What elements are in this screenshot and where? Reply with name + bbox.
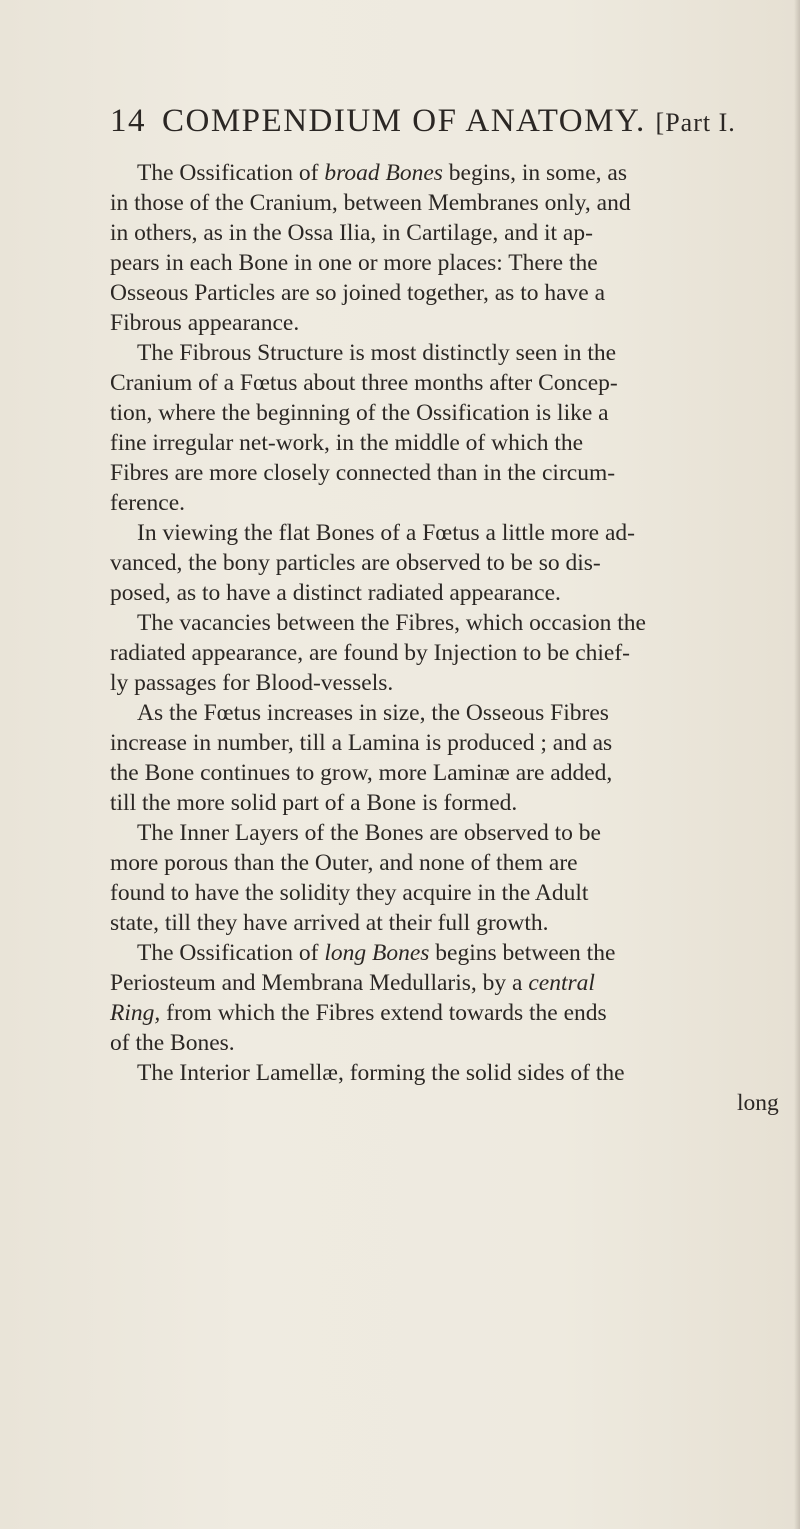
text-run: The Interior Lamellæ, forming the solid sides of the: [137, 1060, 625, 1086]
text-run: begins between the: [429, 940, 616, 966]
text-run: Osseous Particles are so joined together, as to have a: [110, 280, 606, 306]
text-line: [110, 428, 583, 458]
text-run: pears in each Bone in one or more places: There the: [110, 250, 598, 276]
text-run: Cranium of a Fœtus about three months after Concep-: [110, 370, 618, 396]
text-run: in others, as in the Ossa Ilia, in Cartilage, and it ap-: [110, 220, 593, 246]
text-run: increase in number, till a Lamina is produced ; and as: [110, 730, 613, 756]
running-head: [110, 103, 790, 153]
italic-text: Ring,: [110, 1000, 161, 1026]
text-run: The Inner Layers of the Bones are observed to be: [137, 820, 601, 846]
text-line: [110, 548, 601, 578]
text-line: [137, 518, 635, 548]
text-run: long: [737, 1090, 779, 1116]
text-run: Fibres are more closely connected than in the circum-: [110, 460, 616, 486]
text-line: [110, 848, 578, 878]
text-run: more porous than the Outer, and none of them are: [110, 850, 578, 876]
text-run: Fibrous appearance.: [110, 310, 300, 336]
text-line: [110, 668, 393, 698]
text-run: in those of the Cranium, between Membranes only, and: [110, 190, 631, 216]
text-line: [137, 608, 646, 638]
text-line: [137, 1058, 625, 1088]
text-line: [110, 278, 605, 308]
page-number: 14: [110, 103, 146, 139]
text-line: [110, 968, 595, 998]
text-run: state, till they have arrived at their full growth.: [110, 910, 549, 936]
text-run: from which the Fibres extend towards the ends: [160, 1000, 607, 1026]
text-line: [110, 248, 598, 278]
text-run: posed, as to have a distinct radiated appearance.: [110, 580, 561, 606]
text-run: found to have the solidity they acquire in the Adult: [110, 880, 589, 906]
text-run: Periosteum and Membrana Medullaris, by a: [110, 970, 529, 996]
catchword: [737, 1088, 779, 1118]
text-line: [110, 1028, 235, 1058]
text-run: tion, where the beginning of the Ossification is like a: [110, 400, 609, 426]
text-line: [110, 578, 561, 608]
text-run: The Fibrous Structure is most distinctly seen in the: [137, 340, 617, 366]
italic-text: central: [528, 970, 595, 996]
text-line: [137, 158, 627, 188]
text-line: [137, 938, 615, 968]
text-run: The Ossification of: [137, 940, 325, 966]
text-run: till the more solid part of a Bone is formed.: [110, 790, 518, 816]
text-line: [110, 998, 607, 1028]
body-text: [0, 152, 800, 1522]
text-run: the Bone continues to grow, more Laminæ are added,: [110, 760, 613, 786]
italic-text: broad Bones: [324, 160, 443, 186]
text-line: [110, 368, 618, 398]
text-line: [110, 728, 612, 758]
text-line: [137, 338, 616, 368]
text-run: In viewing the flat Bones of a Fœtus a little more ad-: [137, 520, 635, 546]
text-run: ference.: [110, 490, 185, 516]
text-run: As the Fœtus increases in size, the Osseous Fibres: [137, 700, 609, 726]
text-run: ly passages for Blood-vessels.: [110, 670, 394, 696]
text-line: [137, 698, 609, 728]
text-line: [110, 308, 299, 338]
running-title: COMPENDIUM OF ANATOMY.: [162, 103, 646, 139]
text-run: The vacancies between the Fibres, which occasion the: [137, 610, 646, 636]
text-line: [110, 878, 588, 908]
text-line: [110, 458, 615, 488]
text-line: [110, 788, 517, 818]
text-line: [110, 218, 593, 248]
text-line: [137, 818, 601, 848]
italic-text: long Bones: [324, 940, 430, 966]
text-run: fine irregular net-work, in the middle of which the: [110, 430, 584, 456]
part-label: [Part I.: [655, 108, 736, 137]
text-line: [110, 758, 612, 788]
text-run: of the Bones.: [110, 1030, 235, 1056]
text-line: [110, 488, 185, 518]
text-run: begins, in some, as: [442, 160, 627, 186]
text-line: [110, 638, 630, 668]
text-run: radiated appearance, are found by Injection to be chief-: [110, 640, 630, 666]
text-line: [110, 908, 549, 938]
text-line: [110, 188, 631, 218]
text-line: [110, 398, 609, 428]
text-run: The Ossification of: [137, 160, 325, 186]
text-run: vanced, the bony particles are observed to be so dis-: [110, 550, 601, 576]
